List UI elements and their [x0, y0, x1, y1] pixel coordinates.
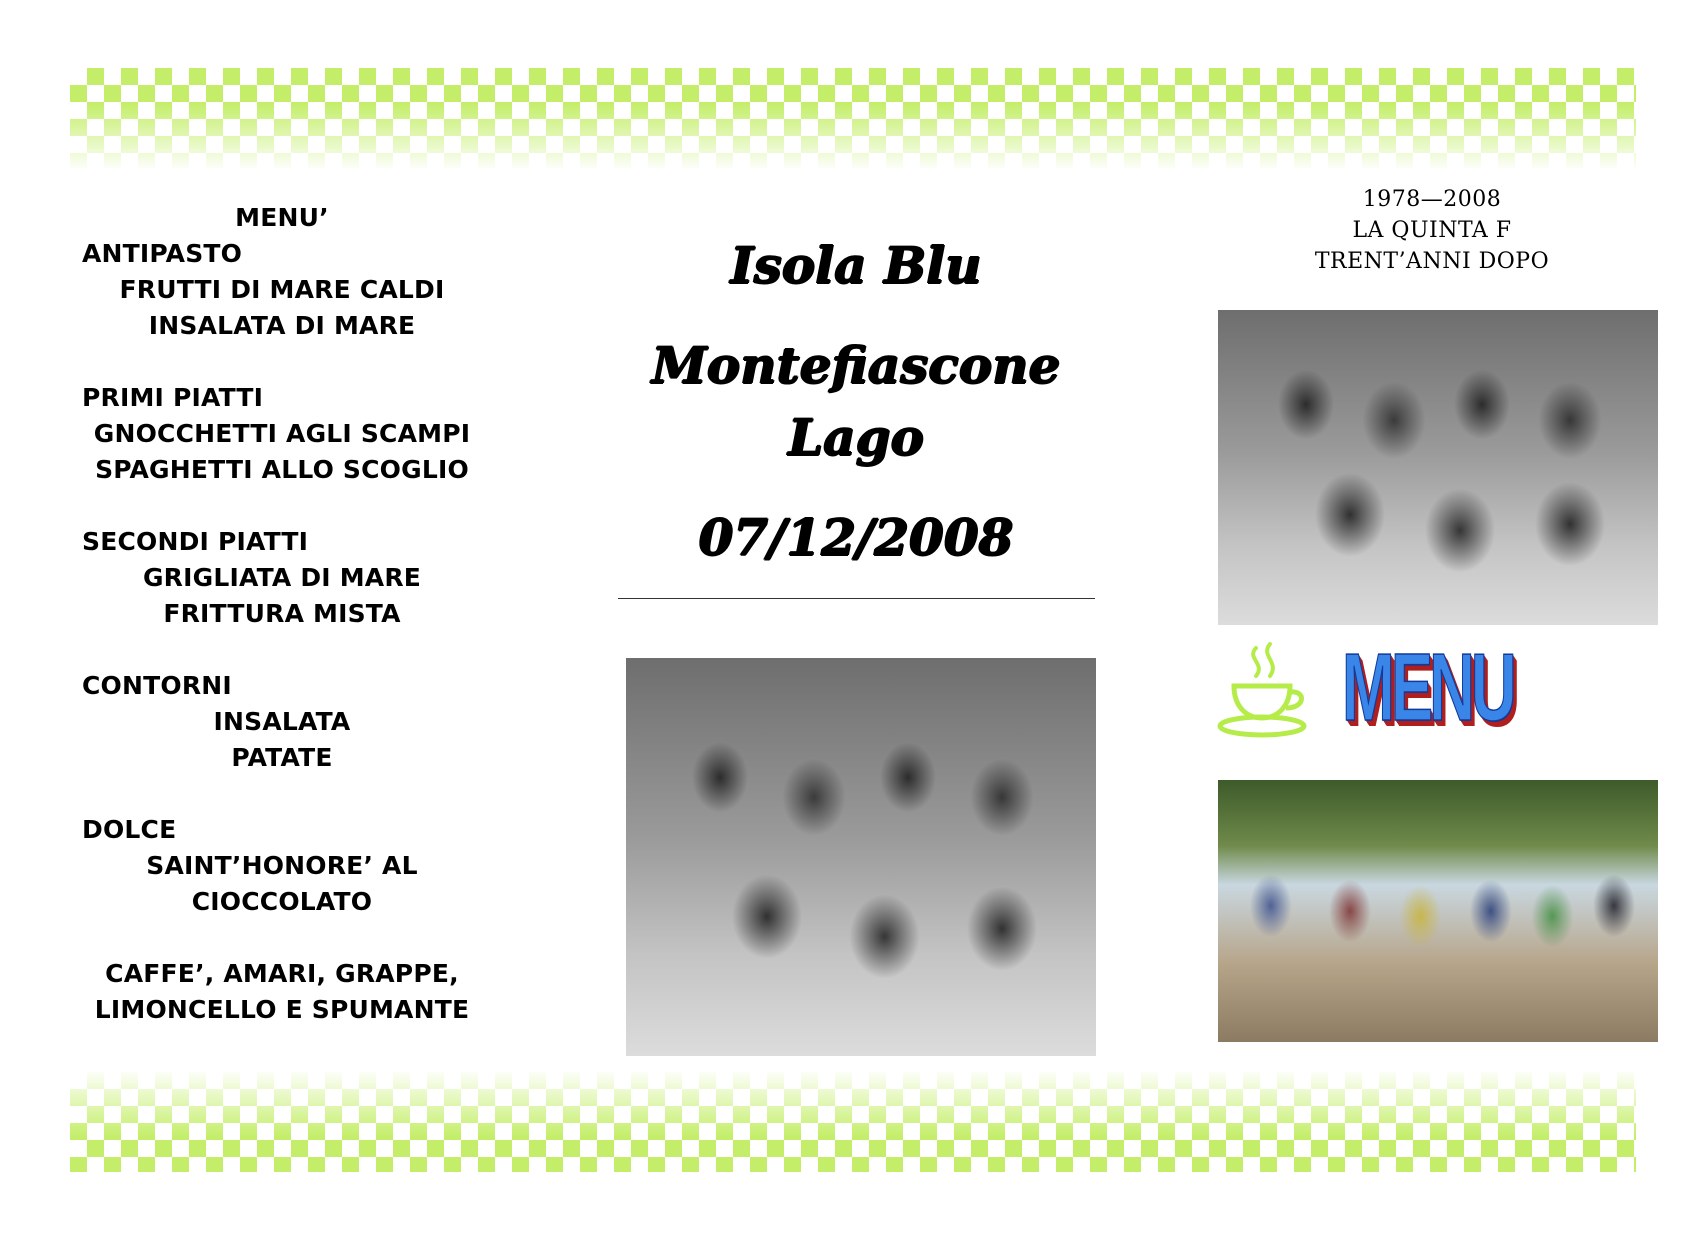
menu-item: CIOCCOLATO: [191, 887, 373, 916]
menu-item: SPAGHETTI ALLO SCOGLIO: [95, 455, 469, 484]
class-photo-2008: [1218, 780, 1658, 1042]
menu-item: INSALATA: [213, 707, 351, 736]
checkered-border-top: [70, 68, 1636, 168]
event-info: [618, 230, 1094, 574]
place-line-2: Lago: [788, 408, 924, 467]
menu-section-antipasto: [82, 236, 482, 344]
class-photo-1978: [1218, 310, 1658, 625]
checkered-border-bottom: [70, 1072, 1636, 1172]
section-title: CONTORNI: [82, 671, 232, 700]
class-photo-steps: [626, 658, 1096, 1056]
menu-extras: [82, 956, 482, 1028]
reunion-class: LA QUINTA F: [1352, 218, 1512, 243]
section-title: ANTIPASTO: [82, 239, 243, 268]
menu-wordart-banner: MENU: [1342, 634, 1513, 741]
reunion-heading: [1252, 184, 1612, 277]
menu-item: GNOCCHETTI AGLI SCAMPI: [93, 419, 471, 448]
extras-line: LIMONCELLO E SPUMANTE: [94, 995, 470, 1024]
menu-item: INSALATA DI MARE: [148, 311, 416, 340]
menu-item: SAINT’HONORE’ AL: [146, 851, 418, 880]
section-title: SECONDI PIATTI: [82, 527, 309, 556]
event-date: 07/12/2008: [698, 508, 1014, 567]
place-line-1: Montefiascone: [651, 336, 1061, 395]
coffee-cup-icon: [1216, 640, 1308, 740]
section-title: PRIMI PIATTI: [82, 383, 264, 412]
divider: [618, 598, 1095, 599]
menu-section-contorni: [82, 668, 482, 776]
section-title: DOLCE: [82, 815, 177, 844]
menu-item: FRUTTI DI MARE CALDI: [119, 275, 445, 304]
venue-name: Isola Blu: [730, 236, 982, 295]
menu-item: FRITTURA MISTA: [163, 599, 401, 628]
menu-column: [82, 200, 482, 1028]
menu-section-primi: [82, 380, 482, 488]
menu-item: GRIGLIATA DI MARE: [142, 563, 422, 592]
menu-title: MENU’: [235, 203, 329, 232]
menu-section-secondi: [82, 524, 482, 632]
menu-section-dolce: [82, 812, 482, 920]
reunion-years: 1978—2008: [1362, 187, 1502, 212]
extras-line: CAFFE’, AMARI, GRAPPE,: [105, 959, 459, 988]
reunion-subtitle: TRENT’ANNI DOPO: [1314, 249, 1550, 274]
menu-item: PATATE: [231, 743, 333, 772]
